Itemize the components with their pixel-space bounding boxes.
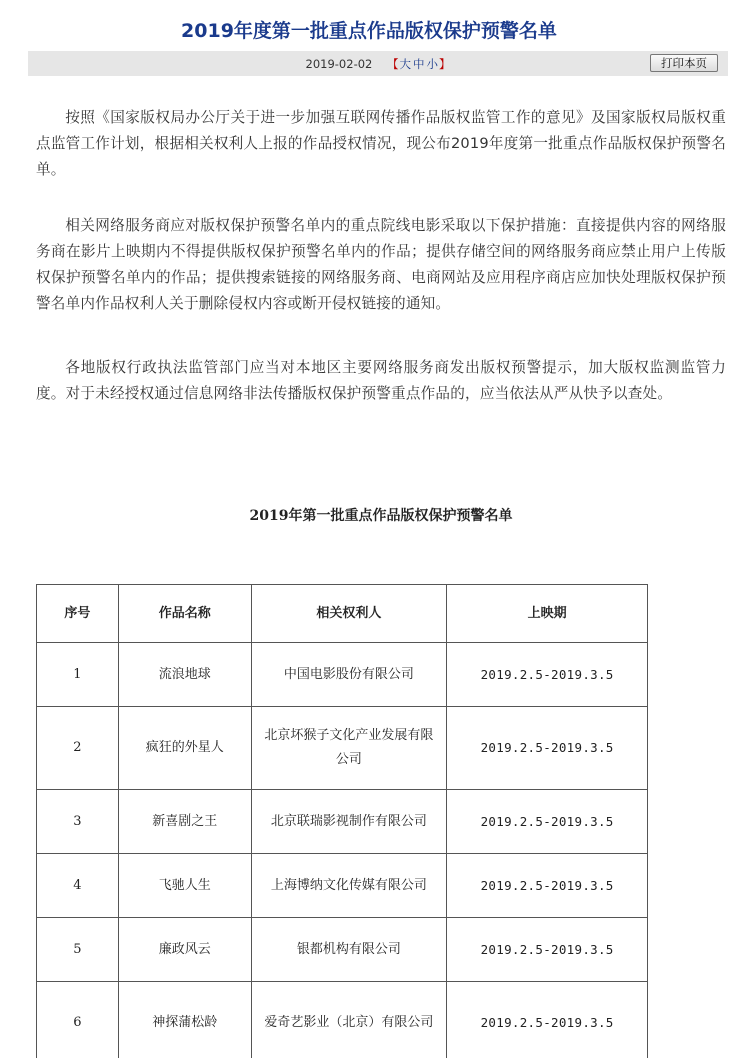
cell-no: 5 <box>37 918 119 982</box>
table-row <box>37 707 648 790</box>
warning-list-table <box>36 584 648 1058</box>
header-rights-holder: 相关权利人 <box>251 585 447 643</box>
cell-no: 1 <box>37 643 119 707</box>
list-title: 2019年第一批重点作品版权保护预警名单 <box>249 508 513 524</box>
cell-release-period: 2019.2.5-2019.3.5 <box>447 854 648 918</box>
meta-info <box>28 56 728 72</box>
paragraph-intro: 按照《国家版权局办公厅关于进一步加强互联网传播作品版权监管工作的意见》及国家版权局版权重点监管工作计划，根据相关权利人上报的作品授权情况，现公布2019年度第一批重点作品版权保护预警名单。 <box>36 109 726 178</box>
table-row <box>37 918 648 982</box>
cell-work-name: 神探蒲松龄 <box>118 982 251 1058</box>
paragraph-enforcement: 各地版权行政执法监管部门应当对本地区主要网络服务商发出版权预警提示，加大版权监测监管力度。对于未经授权通过信息网络非法传播版权保护预警重点作品的，应当依法从严从快予以查处。 <box>36 359 726 402</box>
header-no: 序号 <box>37 585 119 643</box>
font-size-small-link[interactable]: 小 <box>426 57 438 71</box>
cell-release-period: 2019.2.5-2019.3.5 <box>447 790 648 854</box>
print-page-button[interactable]: 打印本页 <box>650 54 718 72</box>
article-title: 2019年度第一批重点作品版权保护预警名单 <box>181 20 557 42</box>
cell-no: 6 <box>37 982 119 1058</box>
font-size-large-link[interactable]: 大 <box>399 57 411 71</box>
cell-rights-holder: 北京联瑞影视制作有限公司 <box>251 790 447 854</box>
cell-rights-holder: 爱奇艺影业（北京）有限公司 <box>251 982 447 1058</box>
article-meta-bar <box>28 51 728 76</box>
cell-work-name: 流浪地球 <box>118 643 251 707</box>
table-row <box>37 643 648 707</box>
paragraph-measures: 相关网络服务商应对版权保护预警名单内的重点院线电影采取以下保护措施：直接提供内容的网络服务商在影片上映期内不得提供版权保护预警名单内的作品；提供存储空间的网络服务商应禁止用户上传版权保护预警名单内的作品；提供搜索链接的网络服务商、电商网站及应用程序商店应加快处理版权保护预警名单内作品权利人关于删除侵权内容或断开侵权链接的通知。 <box>36 217 726 312</box>
font-size-medium-link[interactable]: 中 <box>412 57 425 71</box>
table-row <box>37 982 648 1058</box>
cell-rights-holder: 银都机构有限公司 <box>251 918 447 982</box>
cell-release-period: 2019.2.5-2019.3.5 <box>447 707 648 790</box>
header-release-period: 上映期 <box>447 585 648 643</box>
cell-release-period: 2019.2.5-2019.3.5 <box>447 918 648 982</box>
cell-work-name: 疯狂的外星人 <box>118 707 251 790</box>
cell-release-period: 2019.2.5-2019.3.5 <box>447 643 648 707</box>
cell-work-name: 廉政风云 <box>118 918 251 982</box>
cell-no: 2 <box>37 707 119 790</box>
cell-release-period: 2019.2.5-2019.3.5 <box>447 982 648 1058</box>
publish-date: 2019-02-02 <box>305 57 373 71</box>
cell-work-name: 飞驰人生 <box>118 854 251 918</box>
cell-rights-holder: 中国电影股份有限公司 <box>251 643 447 707</box>
cell-rights-holder: 北京坏猴子文化产业发展有限公司 <box>251 707 447 790</box>
table-header-row <box>37 585 648 643</box>
font-size-close-bracket: 】 <box>438 57 451 71</box>
table-row <box>37 854 648 918</box>
cell-rights-holder: 上海博纳文化传媒有限公司 <box>251 854 447 918</box>
cell-no: 4 <box>37 854 119 918</box>
cell-work-name: 新喜剧之王 <box>118 790 251 854</box>
font-size-open-bracket: 【 <box>386 57 399 71</box>
table-row <box>37 790 648 854</box>
header-work-name: 作品名称 <box>118 585 251 643</box>
cell-no: 3 <box>37 790 119 854</box>
